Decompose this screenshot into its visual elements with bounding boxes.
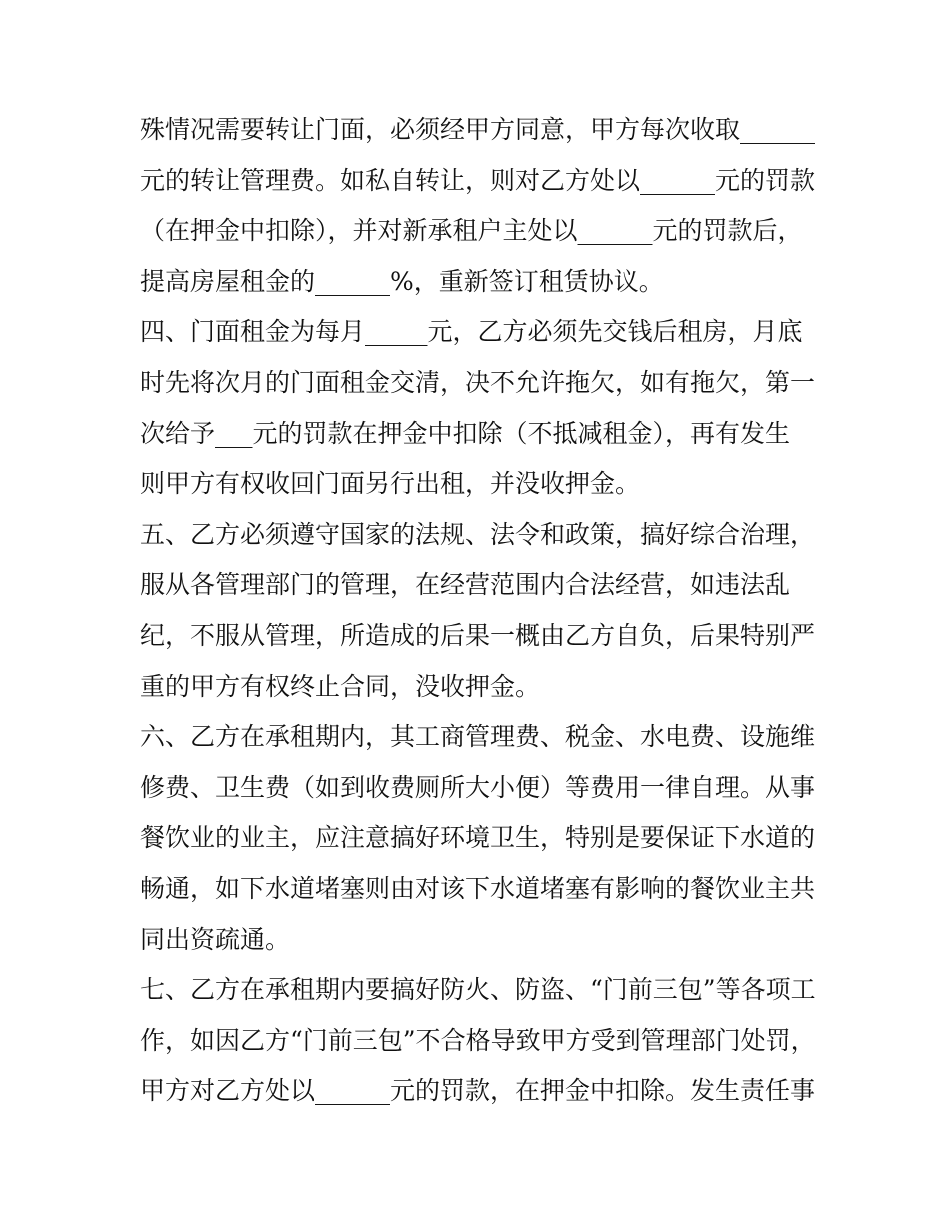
text-line-19: 作，如因乙方“门前三包”不合格导致甲方受到管理部门处罚， — [140, 1025, 816, 1055]
text-line-16: 畅通，如下水道堵塞则由对该下水道堵塞有影响的餐饮业主共 — [140, 873, 816, 903]
text-line-6: 时先将次月的门面租金交清，决不允许拖欠，如有拖欠，第一 — [140, 367, 816, 397]
text-line-14: 修费、卫生费（如到收费厕所大小便）等费用一律自理。从事 — [140, 772, 816, 802]
text-line-7: 次给予___元的罚款在押金中扣除（不抵减租金），再有发生 — [140, 418, 791, 448]
text-line-15: 餐饮业的业主，应注意搞好环境卫生，特别是要保证下水道的 — [140, 823, 816, 853]
text-line-3: （在押金中扣除），并对新承租户主处以______元的罚款后， — [140, 216, 803, 246]
text-line-10: 服从各管理部门的管理，在经营范围内合法经营，如违法乱 — [140, 570, 791, 600]
text-line-20: 甲方对乙方处以______元的罚款，在押金中扣除。发生责任事 — [140, 1076, 816, 1106]
contract-text — [140, 105, 820, 1117]
text-line-8: 则甲方有权收回门面另行出租，并没收押金。 — [140, 469, 641, 499]
text-line-9: 五、乙方必须遵守国家的法规、法令和政策，搞好综合治理， — [140, 519, 816, 549]
text-line-4: 提高房屋租金的______%，重新签订租赁协议。 — [140, 266, 664, 296]
text-line-17: 同出资疏通。 — [140, 924, 291, 954]
text-line-12: 重的甲方有权终止合同，没收押金。 — [140, 671, 541, 701]
text-line-5: 四、门面租金为每月_____元，乙方必须先交钱后租房，月底 — [140, 317, 803, 347]
text-line-18: 七、乙方在承租期内要搞好防火、防盗、“门前三包”等各项工 — [140, 975, 816, 1005]
text-line-2: 元的转让管理费。如私自转让，则对乙方处以______元的罚款 — [140, 165, 816, 195]
text-line-1: 殊情况需要转让门面，必须经甲方同意，甲方每次收取______ — [140, 115, 816, 144]
text-line-13: 六、乙方在承租期内，其工商管理费、税金、水电费、设施维 — [140, 722, 816, 752]
text-line-11: 纪，不服从管理，所造成的后果一概由乙方自负，后果特别严 — [140, 620, 816, 650]
